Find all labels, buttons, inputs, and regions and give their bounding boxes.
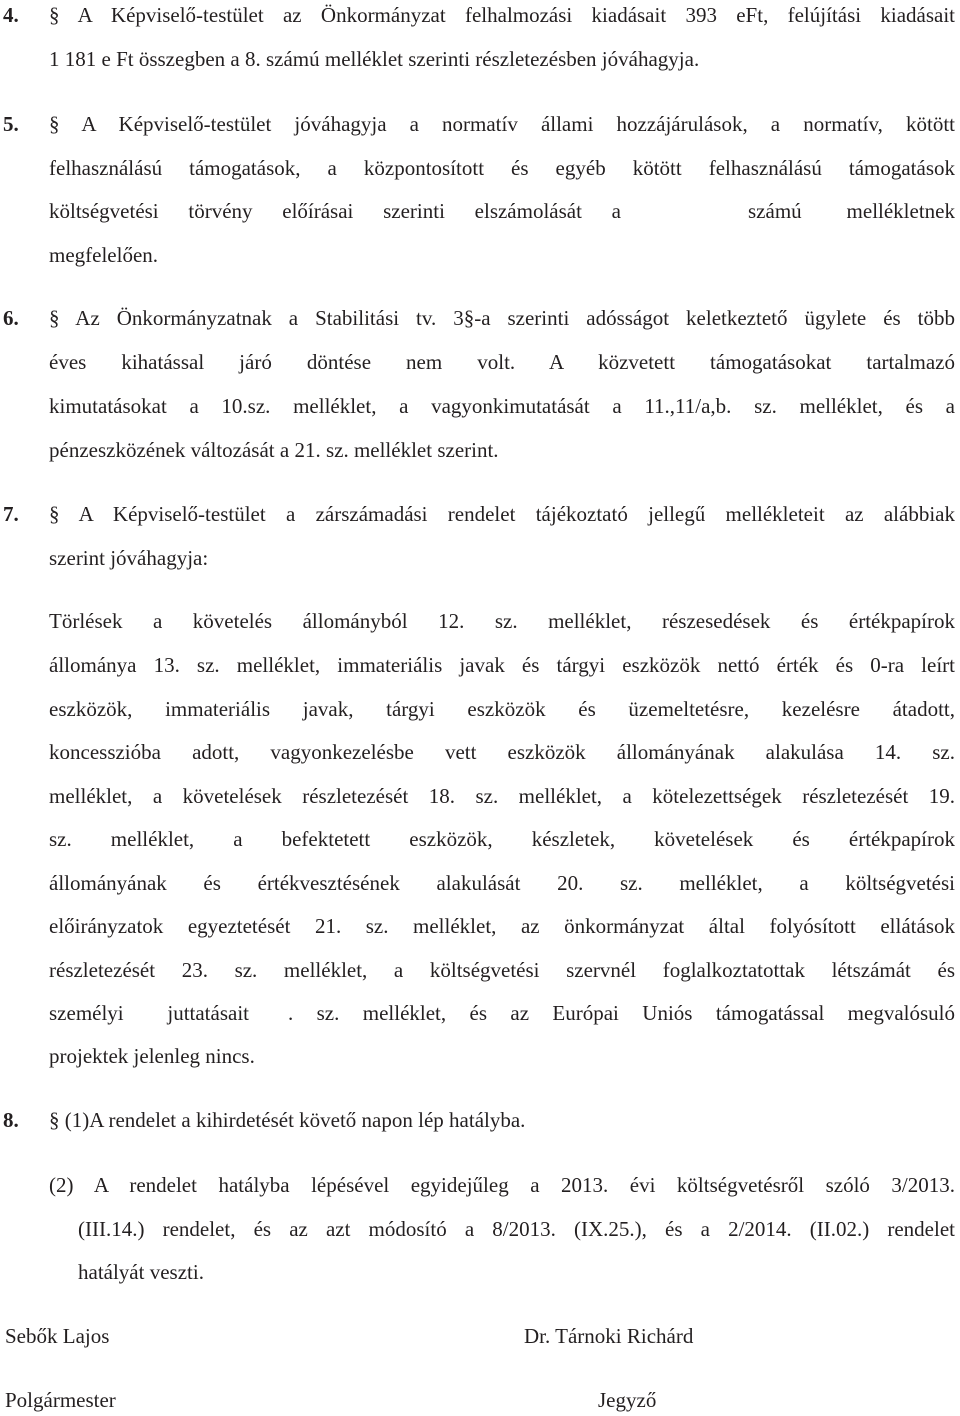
section-text-line: 1 181 e Ft összegben a 8. számú melléklet szerinti részletezésben jóváhagyja. [49, 47, 700, 71]
section-text-line: hatályát veszti. [78, 1260, 204, 1284]
notary-title: Jegyző [598, 1388, 657, 1412]
mayor-name: Sebők Lajos [5, 1324, 110, 1348]
section-text-line: előirányzatok egyeztetését 21. sz. melléklet, az önkormányzat által folyósított ellátások [49, 914, 955, 938]
section-text-line: § (1)A rendelet a kihirdetését követő napon lép hatályba. [49, 1108, 526, 1132]
section-text-line: állományának és értékvesztésének alakulását 20. sz. melléklet, a költségvetési [49, 871, 955, 895]
section-text-line: melléklet, a követelések részletezését 18. sz. melléklet, a kötelezettségek részletezését 19. [49, 784, 955, 808]
section-text-line: költségvetési törvény előírásai szerinti elszámolását a [49, 199, 621, 223]
section-text-line: megfelelően. [49, 243, 159, 267]
section-text-line: számú mellékletnek [748, 199, 955, 223]
section-number: 8. [3, 1108, 19, 1132]
section-text-line: felhasználású támogatások, a központosított és egyéb kötött felhasználású támogatások [49, 156, 955, 180]
section-text-line: (2) A rendelet hatályba lépésével egyidejűleg a 2013. évi költségvetésről szóló 3/2013. [49, 1173, 955, 1197]
section-number: 4. [3, 3, 19, 27]
section-text-line: sz. melléklet, a befektetett eszközök, készletek, követelések és értékpapírok [49, 827, 955, 851]
section-text-line: eszközök, immateriális javak, tárgyi eszközök és üzemeltetésre, kezelésre átadott, [49, 697, 955, 721]
section-number: 7. [3, 502, 19, 526]
section-text-line: projektek jelenleg nincs. [49, 1044, 255, 1068]
section-text-line: § A Képviselő-testület az Önkormányzat felhalmozási kiadásait 393 eFt, felújítási kiadásait [49, 3, 955, 27]
section-text-line: koncesszióba adott, vagyonkezelésbe vett eszközök állományának alakulása 14. sz. [49, 740, 955, 764]
section-text-line: (III.14.) rendelet, és az azt módosító a 8/2013. (IX.25.), és a 2/2014. (II.02.) rendelet [78, 1217, 955, 1241]
section-text-line: Törlések a követelés állományból 12. sz. melléklet, részesedések és értékpapírok [49, 609, 955, 633]
section-number: 5. [3, 112, 19, 136]
section-text-line: személyi juttatásait [49, 1001, 249, 1025]
section-text-line: pénzeszközének változását a 21. sz. melléklet szerint. [49, 438, 499, 462]
section-text-line: részletezését 23. sz. melléklet, a költségvetési szervnél foglalkoztatottak létszámát és [49, 958, 955, 982]
mayor-title: Polgármester [5, 1388, 116, 1412]
section-text-line: éves kihatással járó döntése nem volt. A közvetett támogatásokat tartalmazó [49, 350, 955, 374]
section-text-line: § Az Önkormányzatnak a Stabilitási tv. 3§-a szerinti adósságot keletkeztető ügylete és több [49, 306, 955, 330]
section-text-line: § A Képviselő-testület a zárszámadási rendelet tájékoztató jellegű mellékleteit az alábbiak [49, 502, 955, 526]
section-text-line: . sz. melléklet, és az Európai Uniós támogatással megvalósuló [288, 1001, 955, 1025]
section-text-line: kimutatásokat a 10.sz. melléklet, a vagyonkimutatását a 11.,11/a,b. sz. melléklet, és a [49, 394, 955, 418]
notary-name: Dr. Tárnoki Richárd [524, 1324, 694, 1348]
section-number: 6. [3, 306, 19, 330]
section-text-line: szerint jóváhagyja: [49, 546, 209, 570]
section-text-line: állománya 13. sz. melléklet, immateriális javak és tárgyi eszközök nettó érték és 0-ra leírt [49, 653, 955, 677]
section-text-line: § A Képviselő-testület jóváhagyja a normatív állami hozzájárulások, a normatív, kötött [49, 112, 955, 136]
